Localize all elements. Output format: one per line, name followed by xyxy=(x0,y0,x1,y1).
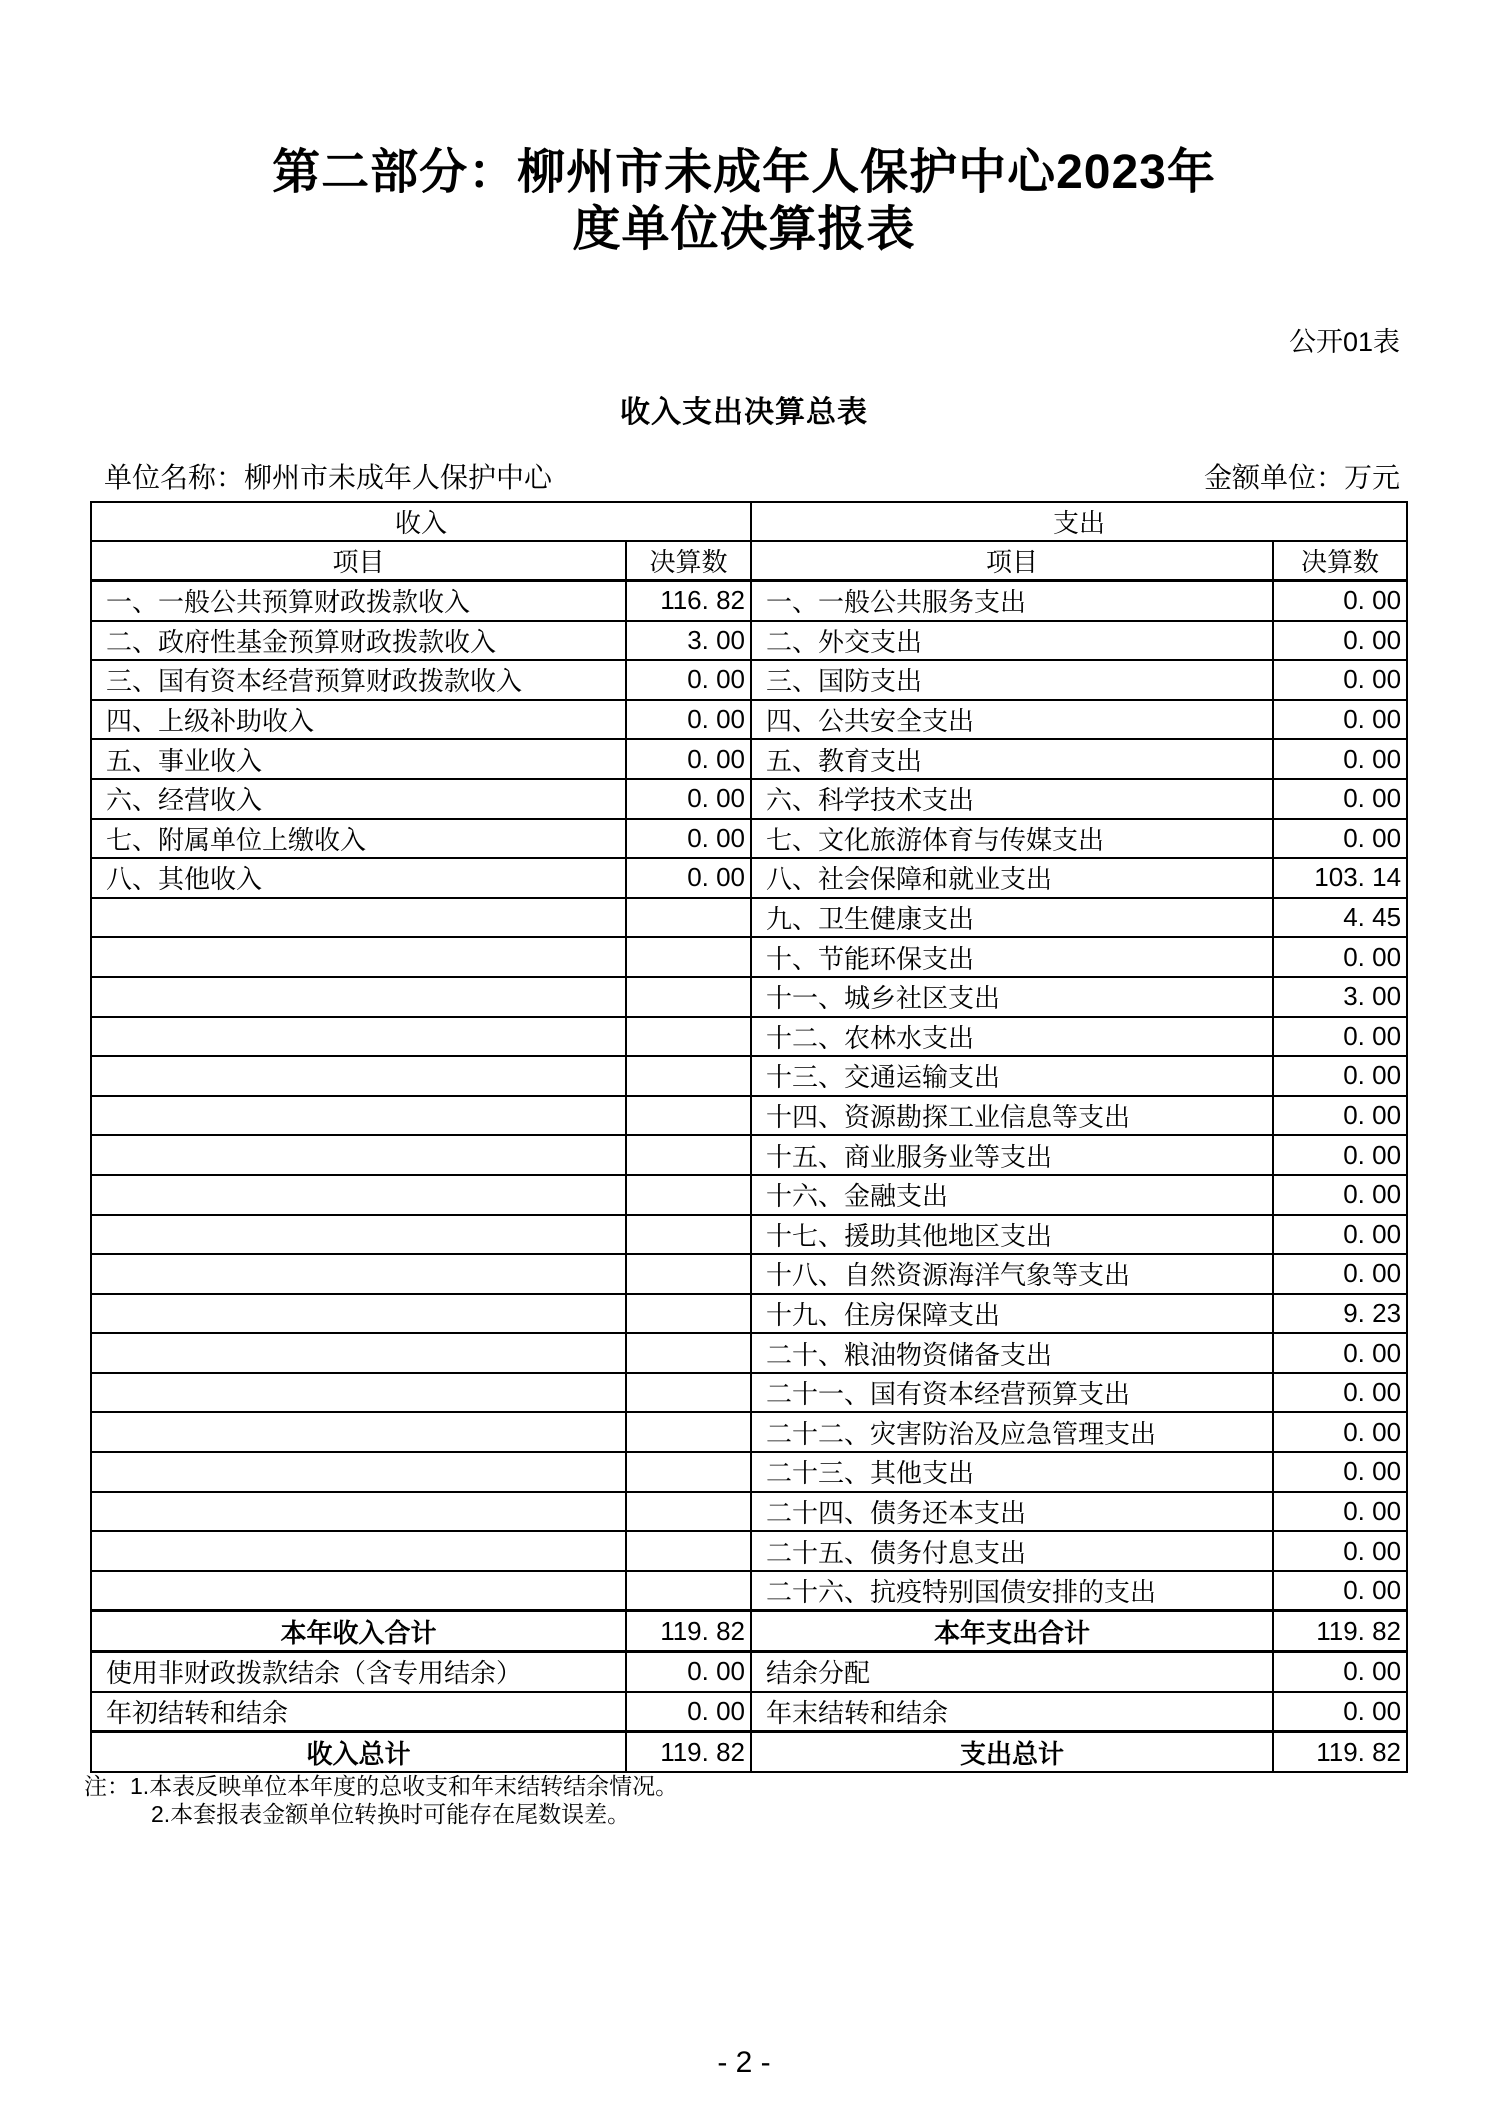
table-row xyxy=(91,1412,1407,1452)
expense-value-cell: 0. 00 xyxy=(1273,1056,1407,1096)
amount-unit: 金额单位：万元 xyxy=(1203,462,1400,493)
expense-item-cell: 七、文化旅游体育与传媒支出 xyxy=(751,819,1273,859)
expense-value-cell: 0. 00 xyxy=(1273,1017,1407,1057)
document-title xyxy=(0,144,1488,258)
income-value-cell xyxy=(626,1135,751,1175)
table-row xyxy=(91,581,1407,621)
income-item-cell: 收入总计 xyxy=(91,1732,626,1772)
expense-value-cell: 0. 00 xyxy=(1273,1096,1407,1136)
income-item-cell: 本年收入合计 xyxy=(91,1611,626,1652)
income-item-cell xyxy=(91,1452,626,1492)
table-row xyxy=(91,1254,1407,1294)
expense-value-cell: 0. 00 xyxy=(1273,779,1407,819)
expense-item-cell: 十一、城乡社区支出 xyxy=(751,977,1273,1017)
page-number: - 2 - xyxy=(717,2046,771,2079)
income-item-cell xyxy=(91,1531,626,1571)
income-item-cell xyxy=(91,1333,626,1373)
income-item-cell: 年初结转和结余 xyxy=(91,1692,626,1732)
income-item-cell xyxy=(91,977,626,1017)
expense-value-cell: 0. 00 xyxy=(1273,581,1407,621)
summary-row xyxy=(91,1692,1407,1732)
expense-item-cell: 十五、商业服务业等支出 xyxy=(751,1135,1273,1175)
summary-row xyxy=(91,1732,1407,1772)
expense-item-cell: 结余分配 xyxy=(751,1652,1273,1692)
expense-value-cell: 0. 00 xyxy=(1273,1254,1407,1294)
expense-item-cell: 十四、资源勘探工业信息等支出 xyxy=(751,1096,1273,1136)
table-row xyxy=(91,898,1407,938)
expense-value-cell: 0. 00 xyxy=(1273,937,1407,977)
table-row xyxy=(91,1215,1407,1255)
summary-row xyxy=(91,1652,1407,1692)
expense-value-cell: 0. 00 xyxy=(1273,1571,1407,1611)
table-row xyxy=(91,700,1407,740)
expense-item-cell: 十八、自然资源海洋气象等支出 xyxy=(751,1254,1273,1294)
notes xyxy=(84,1772,678,1828)
expense-value-cell: 0. 00 xyxy=(1273,1452,1407,1492)
expense-item-cell: 年末结转和结余 xyxy=(751,1692,1273,1732)
expense-value-cell: 0. 00 xyxy=(1273,1215,1407,1255)
income-value-cell xyxy=(626,977,751,1017)
table-row xyxy=(91,858,1407,898)
income-value-cell xyxy=(626,1175,751,1215)
income-value-cell: 0. 00 xyxy=(626,858,751,898)
table-row xyxy=(91,1135,1407,1175)
income-item-cell xyxy=(91,1175,626,1215)
income-value-cell xyxy=(626,1096,751,1136)
table-row xyxy=(91,739,1407,779)
income-value-cell xyxy=(626,1017,751,1057)
income-value-cell: 0. 00 xyxy=(626,739,751,779)
income-item-cell: 七、附属单位上缴收入 xyxy=(91,819,626,859)
income-value-cell: 0. 00 xyxy=(626,660,751,700)
budget-table xyxy=(90,501,1408,1773)
table-row xyxy=(91,1492,1407,1532)
income-value-cell: 119. 82 xyxy=(626,1732,751,1772)
unit-name: 单位名称：柳州市未成年人保护中心 xyxy=(104,462,553,493)
income-item-cell xyxy=(91,1215,626,1255)
expense-value-cell: 0. 00 xyxy=(1273,1492,1407,1532)
income-value-cell xyxy=(626,1254,751,1294)
income-value-cell xyxy=(626,1452,751,1492)
expense-item-header: 项目 xyxy=(751,541,1273,581)
income-value-cell xyxy=(626,1412,751,1452)
income-value-cell: 119. 82 xyxy=(626,1611,751,1652)
table-title: 收入支出决算总表 xyxy=(620,396,868,429)
income-value-cell: 0. 00 xyxy=(626,700,751,740)
table-row xyxy=(91,1096,1407,1136)
section-header-row xyxy=(91,502,1407,541)
income-item-cell: 六、经营收入 xyxy=(91,779,626,819)
income-item-cell: 三、国有资本经营预算财政拨款收入 xyxy=(91,660,626,700)
table-row xyxy=(91,779,1407,819)
income-item-cell xyxy=(91,1017,626,1057)
income-item-cell xyxy=(91,1135,626,1175)
expense-value-cell: 0. 00 xyxy=(1273,739,1407,779)
income-item-cell xyxy=(91,1294,626,1334)
expense-item-cell: 二十六、抗疫特别国债安排的支出 xyxy=(751,1571,1273,1611)
summary-row xyxy=(91,1611,1407,1652)
document-title-line2: 度单位决算报表 xyxy=(572,203,916,256)
income-item-cell xyxy=(91,1096,626,1136)
income-value-cell: 0. 00 xyxy=(626,1692,751,1732)
expense-value-cell: 103. 14 xyxy=(1273,858,1407,898)
document-title-line1: 第二部分：柳州市未成年人保护中心2023年 xyxy=(272,146,1216,199)
expense-value-cell: 9. 23 xyxy=(1273,1294,1407,1334)
table-row xyxy=(91,621,1407,661)
income-item-cell: 五、事业收入 xyxy=(91,739,626,779)
expense-value-cell: 119. 82 xyxy=(1273,1611,1407,1652)
income-item-cell: 四、上级补助收入 xyxy=(91,700,626,740)
income-value-cell: 116. 82 xyxy=(626,581,751,621)
expense-value-cell: 3. 00 xyxy=(1273,977,1407,1017)
expense-item-cell: 二、外交支出 xyxy=(751,621,1273,661)
expense-item-cell: 十九、住房保障支出 xyxy=(751,1294,1273,1334)
table-row xyxy=(91,1056,1407,1096)
income-item-cell: 使用非财政拨款结余（含专用结余） xyxy=(91,1652,626,1692)
income-value-cell xyxy=(626,898,751,938)
income-value-cell: 0. 00 xyxy=(626,779,751,819)
expense-item-cell: 二十二、灾害防治及应急管理支出 xyxy=(751,1412,1273,1452)
expense-value-cell: 0. 00 xyxy=(1273,819,1407,859)
table-row xyxy=(91,1452,1407,1492)
income-item-header: 项目 xyxy=(91,541,626,581)
income-value-cell xyxy=(626,937,751,977)
income-value-cell: 0. 00 xyxy=(626,819,751,859)
expense-item-cell: 支出总计 xyxy=(751,1732,1273,1772)
expense-item-cell: 十七、援助其他地区支出 xyxy=(751,1215,1273,1255)
table-row xyxy=(91,1017,1407,1057)
note-line-1: 注：1.本表反映单位本年度的总收支和年末结转结余情况。 xyxy=(84,1773,679,1799)
income-value-header: 决算数 xyxy=(626,541,751,581)
expense-item-cell: 十六、金融支出 xyxy=(751,1175,1273,1215)
note-line-2: 2.本套报表金额单位转换时可能存在尾数误差。 xyxy=(151,1801,631,1827)
table-row xyxy=(91,1294,1407,1334)
expense-item-cell: 本年支出合计 xyxy=(751,1611,1273,1652)
expense-section-header: 支出 xyxy=(751,502,1407,541)
column-header-row xyxy=(91,541,1407,581)
income-item-cell xyxy=(91,1571,626,1611)
table-row xyxy=(91,1333,1407,1373)
expense-item-cell: 八、社会保障和就业支出 xyxy=(751,858,1273,898)
expense-value-cell: 0. 00 xyxy=(1273,700,1407,740)
expense-item-cell: 三、国防支出 xyxy=(751,660,1273,700)
income-value-cell xyxy=(626,1333,751,1373)
expense-value-cell: 0. 00 xyxy=(1273,1531,1407,1571)
expense-value-cell: 0. 00 xyxy=(1273,1692,1407,1732)
expense-item-cell: 四、公共安全支出 xyxy=(751,700,1273,740)
expense-item-cell: 十三、交通运输支出 xyxy=(751,1056,1273,1096)
income-item-cell: 一、一般公共预算财政拨款收入 xyxy=(91,581,626,621)
income-item-cell xyxy=(91,1254,626,1294)
expense-value-cell: 0. 00 xyxy=(1273,660,1407,700)
income-item-cell xyxy=(91,1412,626,1452)
income-value-cell: 0. 00 xyxy=(626,1652,751,1692)
table-row xyxy=(91,937,1407,977)
table-row xyxy=(91,1373,1407,1413)
income-value-cell xyxy=(626,1531,751,1571)
expense-item-cell: 二十三、其他支出 xyxy=(751,1452,1273,1492)
income-item-cell xyxy=(91,937,626,977)
meta-row xyxy=(104,456,1400,496)
expense-value-header: 决算数 xyxy=(1273,541,1407,581)
expense-value-cell: 0. 00 xyxy=(1273,1412,1407,1452)
income-item-cell: 二、政府性基金预算财政拨款收入 xyxy=(91,621,626,661)
income-value-cell: 3. 00 xyxy=(626,621,751,661)
expense-item-cell: 二十四、债务还本支出 xyxy=(751,1492,1273,1532)
expense-item-cell: 六、科学技术支出 xyxy=(751,779,1273,819)
income-item-cell: 八、其他收入 xyxy=(91,858,626,898)
income-item-cell xyxy=(91,1492,626,1532)
expense-item-cell: 一、一般公共服务支出 xyxy=(751,581,1273,621)
table-tag: 公开01表 xyxy=(1288,327,1400,357)
table-row xyxy=(91,977,1407,1017)
expense-item-cell: 十、节能环保支出 xyxy=(751,937,1273,977)
expense-item-cell: 二十一、国有资本经营预算支出 xyxy=(751,1373,1273,1413)
income-value-cell xyxy=(626,1571,751,1611)
table-row xyxy=(91,819,1407,859)
expense-value-cell: 0. 00 xyxy=(1273,1333,1407,1373)
table-body xyxy=(91,581,1407,1772)
table-row xyxy=(91,1571,1407,1611)
income-value-cell xyxy=(626,1056,751,1096)
expense-item-cell: 十二、农林水支出 xyxy=(751,1017,1273,1057)
income-item-cell xyxy=(91,898,626,938)
income-value-cell xyxy=(626,1492,751,1532)
table-row xyxy=(91,660,1407,700)
income-section-header: 收入 xyxy=(91,502,751,541)
expense-value-cell: 0. 00 xyxy=(1273,1175,1407,1215)
expense-item-cell: 二十、粮油物资储备支出 xyxy=(751,1333,1273,1373)
income-item-cell xyxy=(91,1373,626,1413)
income-value-cell xyxy=(626,1373,751,1413)
expense-item-cell: 九、卫生健康支出 xyxy=(751,898,1273,938)
expense-value-cell: 4. 45 xyxy=(1273,898,1407,938)
table-row xyxy=(91,1531,1407,1571)
expense-value-cell: 119. 82 xyxy=(1273,1732,1407,1772)
income-value-cell xyxy=(626,1294,751,1334)
income-item-cell xyxy=(91,1056,626,1096)
expense-value-cell: 0. 00 xyxy=(1273,621,1407,661)
income-value-cell xyxy=(626,1215,751,1255)
expense-value-cell: 0. 00 xyxy=(1273,1373,1407,1413)
expense-value-cell: 0. 00 xyxy=(1273,1652,1407,1692)
expense-item-cell: 二十五、债务付息支出 xyxy=(751,1531,1273,1571)
table-row xyxy=(91,1175,1407,1215)
expense-value-cell: 0. 00 xyxy=(1273,1135,1407,1175)
expense-item-cell: 五、教育支出 xyxy=(751,739,1273,779)
